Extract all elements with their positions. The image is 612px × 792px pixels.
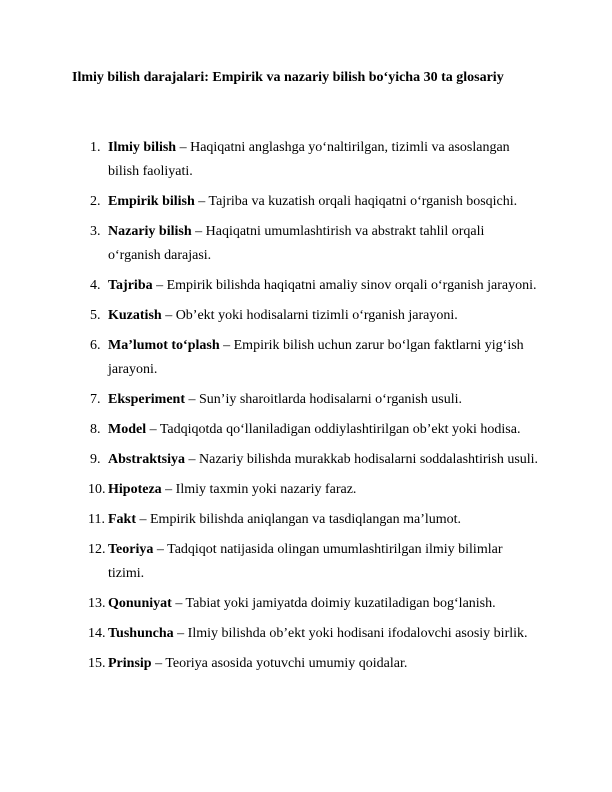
glossary-item xyxy=(0,508,540,532)
item-number: 9. xyxy=(90,452,101,467)
glossary-item xyxy=(0,274,540,298)
item-number: 8. xyxy=(90,422,101,437)
item-term: Model xyxy=(108,422,147,437)
glossary-item xyxy=(0,652,540,676)
item-definition: – Haqiqatni umumlashtirish va abstrakt tahlil orqali o‘rganish darajasi. xyxy=(108,224,485,263)
item-term: Prinsip xyxy=(108,656,152,671)
item-term: Qonuniyat xyxy=(108,596,172,611)
item-number: 14. xyxy=(88,626,106,641)
item-definition: – Empirik bilishda haqiqatni amaliy sinov orqali o‘rganish jarayoni. xyxy=(152,278,537,293)
item-definition: – Sun’iy sharoitlarda hodisalarni o‘rganish usuli. xyxy=(185,392,462,407)
item-definition: – Ilmiy taxmin yoki nazariy faraz. xyxy=(161,482,357,497)
document-title: Ilmiy bilish darajalari: Empirik va nazariy bilish bo‘yicha 30 ta glosariy xyxy=(72,70,504,85)
item-definition: – Empirik bilish uchun zarur bo‘lgan faktlarni yig‘ish jarayoni. xyxy=(108,338,524,377)
glossary-item xyxy=(0,136,540,184)
glossary-item xyxy=(0,448,540,472)
item-term: Fakt xyxy=(108,512,136,527)
glossary-item xyxy=(0,388,540,412)
glossary-item xyxy=(0,592,540,616)
glossary-item xyxy=(0,538,540,586)
item-number: 4. xyxy=(90,278,101,293)
item-term: Teoriya xyxy=(108,542,154,557)
item-term: Tushuncha xyxy=(108,626,174,641)
glossary-item xyxy=(0,220,540,268)
item-term: Hipoteza xyxy=(108,482,162,497)
glossary-item xyxy=(0,418,540,442)
glossary-list xyxy=(0,136,612,682)
item-number: 1. xyxy=(90,140,101,155)
item-term: Tajriba xyxy=(108,278,153,293)
item-definition: – Tajriba va kuzatish orqali haqiqatni o‘rganish bosqichi. xyxy=(194,194,518,209)
item-definition: – Ob’ekt yoki hodisalarni tizimli o‘rganish jarayoni. xyxy=(161,308,458,323)
item-definition: – Tadqiqot natijasida olingan umumlashtirilgan ilmiy bilimlar tizimi. xyxy=(108,542,503,581)
glossary-item xyxy=(0,190,540,214)
item-number: 11. xyxy=(88,512,105,527)
item-term: Abstraktsiya xyxy=(108,452,186,467)
glossary-item xyxy=(0,304,540,328)
item-term: Empirik bilish xyxy=(108,194,195,209)
item-number: 12. xyxy=(88,542,106,557)
item-term: Kuzatish xyxy=(108,308,162,323)
item-definition: – Ilmiy bilishda ob’ekt yoki hodisani ifodalovchi asosiy birlik. xyxy=(173,626,528,641)
item-number: 3. xyxy=(90,224,101,239)
item-number: 15. xyxy=(88,656,106,671)
item-definition: – Haqiqatni anglashga yo‘naltirilgan, tizimli va asoslangan bilish faoliyati. xyxy=(108,140,510,179)
item-number: 13. xyxy=(88,596,106,611)
item-definition: – Teoriya asosida yotuvchi umumiy qoidalar. xyxy=(151,656,408,671)
item-term: Nazariy bilish xyxy=(108,224,192,239)
item-term: Eksperiment xyxy=(108,392,185,407)
glossary-item xyxy=(0,478,540,502)
item-number: 10. xyxy=(88,482,106,497)
item-definition: – Tabiat yoki jamiyatda doimiy kuzatiladigan bog‘lanish. xyxy=(171,596,496,611)
item-number: 2. xyxy=(90,194,101,209)
item-number: 6. xyxy=(90,338,101,353)
item-definition: – Tadqiqotda qo‘llaniladigan oddiylashtirilgan ob’ekt yoki hodisa. xyxy=(146,422,521,437)
item-term: Ilmiy bilish xyxy=(108,140,177,155)
glossary-item xyxy=(0,622,540,646)
item-term: Ma’lumot to‘plash xyxy=(108,338,220,353)
item-definition: – Nazariy bilishda murakkab hodisalarni soddalashtirish usuli. xyxy=(185,452,539,467)
glossary-item xyxy=(0,334,540,382)
item-definition: – Empirik bilishda aniqlangan va tasdiqlangan ma’lumot. xyxy=(136,512,462,527)
item-number: 7. xyxy=(90,392,101,407)
item-number: 5. xyxy=(90,308,101,323)
